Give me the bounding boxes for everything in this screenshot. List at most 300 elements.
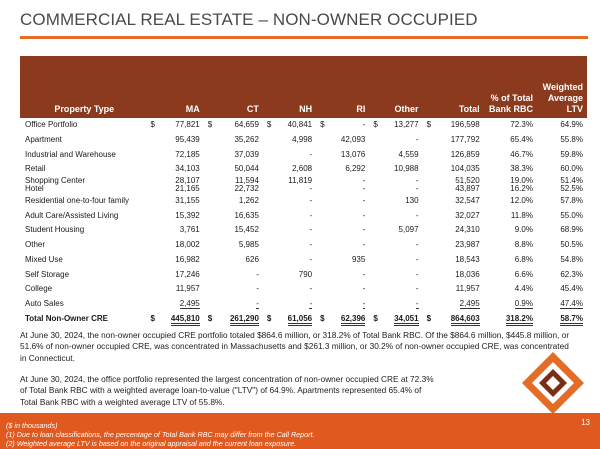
cell-value: 126,859: [450, 149, 480, 159]
cell-ri: [316, 223, 369, 238]
currency-symbol: $: [373, 313, 378, 323]
currency-symbol: $: [150, 313, 155, 323]
cell-pct: [484, 162, 537, 177]
cell-ct: [204, 147, 263, 162]
footer-band: [0, 413, 600, 449]
summary-paragraph-1: At June 30, 2024, the non-owner occupied CRE portfolio totaled $864.6 million, or 318.2% of Total Bank RBC. Of the $864.6 million, $445.8 million, or 51.6% of non-owner occupied CRE, was concentrated in Massachusetts and $261.3 million, or 30.2% of non-owner occupied CRE, was concentrated in Connecticut.: [20, 330, 570, 363]
cell-value: 31,155: [175, 196, 200, 206]
cell-value: 28,107: [175, 175, 200, 185]
cell-value: -: [309, 298, 313, 308]
cell-ri: [316, 185, 369, 194]
cell-value: -: [309, 210, 313, 220]
cell-value: 32,547: [455, 196, 480, 206]
header-ltv-line1: Weighted: [542, 82, 583, 92]
cell-total: [423, 147, 484, 162]
cell-ct: [204, 133, 263, 148]
cell-value: 104,035: [450, 164, 480, 174]
cell-other: [369, 118, 422, 133]
cell-value: -: [309, 254, 313, 264]
cell-value: 10,988: [394, 164, 419, 174]
table-row: [20, 223, 587, 238]
page-title: COMMERCIAL REAL ESTATE – NON-OWNER OCCUPIED: [20, 10, 478, 29]
table-row: [20, 297, 587, 312]
cell-value: -: [362, 225, 366, 235]
cell-nh: [263, 223, 316, 238]
cell-ltv: [537, 147, 587, 162]
cell-other: [369, 147, 422, 162]
currency-symbol: $: [373, 120, 378, 130]
cell-nh: [263, 133, 316, 148]
cell-value: 16.2%: [510, 184, 533, 194]
cell-value: -: [362, 120, 366, 130]
cell-value: 34,051: [394, 314, 418, 326]
cell-value: -: [415, 135, 419, 145]
cell-value: 40,841: [287, 120, 313, 130]
cell-pct: [484, 253, 537, 268]
cell-nh: [263, 177, 316, 186]
cell-value: 55.8%: [560, 135, 583, 145]
cell-value: 15,392: [175, 210, 200, 220]
table-header-row: [20, 56, 587, 118]
cell-value: 65.4%: [510, 135, 533, 145]
cell-value: 626: [245, 254, 259, 264]
cell-value: 19.0%: [510, 175, 533, 185]
cell-other: [369, 162, 422, 177]
cell-value: 12.0%: [510, 196, 533, 206]
cell-value: 130: [405, 196, 419, 206]
cell-other: [369, 267, 422, 282]
cell-value: 6.8%: [514, 254, 533, 264]
cell-value: 52.5%: [560, 184, 583, 194]
header-pct-line2: Bank RBC: [488, 104, 533, 114]
cell-ltv: [537, 118, 587, 133]
cell-value: 11,819: [288, 175, 313, 185]
cell-ct: [204, 267, 263, 282]
table-row: [20, 194, 587, 209]
cell-pct: [484, 267, 537, 282]
cell-property-type: Student Housing: [25, 225, 85, 235]
cell-value: -: [415, 184, 419, 194]
table-row: [20, 267, 587, 282]
cell-total: [423, 185, 484, 194]
table-row: [20, 162, 587, 177]
cell-ma: [147, 297, 204, 312]
cell-ltv: [537, 311, 587, 326]
header-ri: RI: [356, 104, 366, 114]
cell-value: 95,439: [175, 135, 200, 145]
cell-nh: [263, 311, 316, 326]
cell-pct: [484, 311, 537, 326]
cell-value: -: [309, 284, 313, 294]
header-pct-line1: % of Total: [490, 93, 533, 103]
cell-value: -: [362, 240, 366, 250]
cell-pct: [484, 185, 537, 194]
cell-ri: [316, 194, 369, 209]
cell-value: 62,396: [341, 314, 365, 326]
cell-nh: [263, 267, 316, 282]
table-row: [20, 253, 587, 268]
cell-pct: [484, 208, 537, 223]
cell-nh: [263, 194, 316, 209]
table-row: [20, 238, 587, 253]
cell-property-type: Self Storage: [25, 269, 70, 279]
cell-value: 864,603: [451, 314, 480, 326]
cell-value: 11,594: [235, 175, 259, 185]
cell-value: -: [362, 210, 366, 220]
currency-symbol: $: [426, 313, 432, 323]
cell-value: 50.5%: [560, 240, 583, 250]
cell-ma: [147, 185, 204, 194]
header-pct-rbc: [484, 56, 537, 118]
cell-value: 935: [351, 254, 366, 264]
cell-pct: [484, 282, 537, 297]
cell-value: -: [415, 210, 419, 220]
cell-value: 22,732: [234, 184, 259, 194]
cell-ct: [204, 282, 263, 297]
cell-total: [423, 297, 484, 312]
cell-value: -: [362, 196, 366, 206]
cell-value: 60.0%: [560, 164, 583, 174]
cell-value: 51,520: [455, 175, 480, 185]
cell-ri: [316, 133, 369, 148]
cell-ma: [147, 133, 204, 148]
table-row: [20, 177, 587, 186]
cell-value: 34,103: [175, 164, 200, 174]
cell-value: 58.7%: [560, 314, 583, 326]
cell-value: 15,452: [234, 225, 259, 235]
header-ma: MA: [185, 104, 200, 114]
currency-symbol: $: [266, 313, 272, 323]
cell-ri: [316, 267, 369, 282]
cell-total: [423, 223, 484, 238]
header-ltv-line3: LTV: [566, 104, 583, 114]
currency-symbol: $: [320, 313, 325, 323]
cell-ltv: [537, 208, 587, 223]
cell-other: [369, 194, 422, 209]
cell-property-type: Shopping Center: [25, 175, 86, 185]
header-other: Other: [394, 104, 419, 114]
cell-value: 77,821: [175, 120, 200, 130]
cell-value: 72.3%: [510, 120, 533, 130]
cell-value: 24,310: [455, 225, 480, 235]
cell-nh: [263, 162, 316, 177]
footnote-units: ($ in thousands): [6, 421, 58, 430]
cell-ltv: [537, 185, 587, 194]
cell-property-type: Mixed Use: [25, 254, 63, 264]
cell-value: 45.4%: [560, 284, 583, 294]
cell-ct: [204, 208, 263, 223]
cell-property-type: Other: [25, 240, 46, 250]
cell-other: [369, 177, 422, 186]
table-row: [20, 133, 587, 148]
table-row: [20, 118, 587, 133]
cell-ri: [316, 147, 369, 162]
cell-property-type: College: [25, 284, 53, 294]
cell-value: 5,097: [398, 225, 419, 235]
cell-value: 16,635: [234, 210, 259, 220]
cell-pct: [484, 223, 537, 238]
cell-pct: [484, 118, 537, 133]
footnote-2: (2) Weighted average LTV is based on the original appraisal and the current loan exposure.: [6, 439, 297, 448]
cell-property-type: Apartment: [25, 135, 62, 145]
cell-value: 68.9%: [560, 225, 583, 235]
table-row: [20, 185, 587, 194]
cell-ltv: [537, 194, 587, 209]
currency-symbol: $: [266, 120, 272, 130]
table-body: [20, 118, 587, 326]
cell-ma: [147, 267, 204, 282]
cell-value: 196,598: [450, 120, 480, 130]
cell-value: 790: [298, 269, 313, 279]
cell-value: 8.8%: [514, 240, 533, 250]
cell-total: [423, 133, 484, 148]
cell-value: -: [362, 269, 366, 279]
cell-property-type: Auto Sales: [25, 298, 64, 308]
cell-nh: [263, 253, 316, 268]
cell-value: 32,027: [455, 210, 480, 220]
cell-value: -: [256, 269, 259, 279]
page-number: 13: [581, 418, 590, 427]
cell-total: [423, 238, 484, 253]
cell-value: -: [256, 298, 259, 308]
cell-total: [423, 208, 484, 223]
cell-value: -: [309, 225, 313, 235]
cell-value: 5,985: [238, 240, 259, 250]
cell-value: -: [415, 298, 419, 308]
cell-value: -: [362, 184, 366, 194]
cell-ltv: [537, 133, 587, 148]
cell-value: -: [415, 284, 419, 294]
cell-ri: [316, 311, 369, 326]
table-row: [20, 282, 587, 297]
cell-ltv: [537, 282, 587, 297]
cell-nh: [263, 147, 316, 162]
cell-value: 38.3%: [510, 164, 533, 174]
cell-value: -: [309, 240, 313, 250]
cell-value: -: [362, 175, 366, 185]
cell-value: 13,277: [394, 120, 419, 130]
cell-value: 18,002: [175, 240, 200, 250]
cell-pct: [484, 147, 537, 162]
cell-other: [369, 238, 422, 253]
currency-symbol: $: [320, 120, 325, 130]
cell-value: 62.3%: [560, 269, 583, 279]
cell-total: [423, 118, 484, 133]
cell-property-type: Adult Care/Assisted Living: [25, 210, 119, 220]
cell-value: -: [415, 269, 419, 279]
cell-total: [423, 162, 484, 177]
cell-value: 72,185: [175, 149, 200, 159]
cell-other: [369, 282, 422, 297]
cell-ltv: [537, 162, 587, 177]
title-divider: [20, 36, 588, 39]
cell-value: -: [362, 284, 366, 294]
cell-ri: [316, 282, 369, 297]
cell-value: 23,987: [455, 240, 480, 250]
cell-value: 11,957: [455, 284, 480, 294]
cell-nh: [263, 297, 316, 312]
cre-table: [20, 56, 587, 326]
cell-value: 42,093: [340, 135, 366, 145]
cell-total: [423, 311, 484, 326]
table-total-row: [20, 311, 587, 326]
cell-value: 11.8%: [510, 210, 533, 220]
cell-value: 13,076: [340, 149, 366, 159]
footnote-1: (1) Due to loan classifications, the percentage of Total Bank RBC may differ from the Call Report.: [6, 430, 315, 439]
cell-property-type: Office Portfolio: [25, 120, 78, 130]
cell-ct: [204, 194, 263, 209]
cell-ma: [147, 118, 204, 133]
table-row: [20, 208, 587, 223]
currency-symbol: $: [207, 313, 213, 323]
cell-ct: [204, 253, 263, 268]
cell-property-type: Industrial and Warehouse: [25, 149, 116, 159]
cell-value: 57.8%: [560, 196, 583, 206]
cell-value: 35,262: [234, 135, 259, 145]
cell-ltv: [537, 267, 587, 282]
cell-other: [369, 208, 422, 223]
cell-value: 2,608: [292, 164, 313, 174]
cell-property-type: Hotel: [25, 184, 44, 194]
cell-ct: [204, 311, 263, 326]
cell-value: 18,543: [455, 254, 480, 264]
cell-value: 2,495: [459, 298, 480, 308]
cell-ri: [316, 118, 369, 133]
cell-ltv: [537, 253, 587, 268]
cell-ma: [147, 238, 204, 253]
cell-value: 261,290: [230, 314, 259, 326]
cell-ct: [204, 185, 263, 194]
diamond-logo: [520, 350, 586, 416]
cell-other: [369, 311, 422, 326]
cell-ma: [147, 147, 204, 162]
cell-ri: [316, 238, 369, 253]
cell-other: [369, 253, 422, 268]
cell-pct: [484, 194, 537, 209]
cell-value: 51.4%: [560, 175, 583, 185]
cell-total: [423, 282, 484, 297]
cell-nh: [263, 238, 316, 253]
cell-value: -: [256, 284, 259, 294]
cell-value: 318.2%: [506, 314, 533, 326]
cell-value: 43,897: [455, 184, 480, 194]
cell-value: 16,982: [175, 254, 200, 264]
cell-value: 55.0%: [560, 210, 583, 220]
cell-value: -: [415, 240, 419, 250]
cell-ri: [316, 162, 369, 177]
cell-pct: [484, 238, 537, 253]
cell-value: 64.9%: [560, 120, 583, 130]
header-ltv-line2: Average: [547, 93, 583, 103]
cell-nh: [263, 208, 316, 223]
cell-value: 18,036: [455, 269, 480, 279]
cell-value: 0.9%: [514, 298, 533, 308]
table-row: [20, 147, 587, 162]
cell-value: 1,262: [238, 196, 259, 206]
cell-pct: [484, 297, 537, 312]
cell-nh: [263, 185, 316, 194]
cell-value: 4,559: [398, 149, 419, 159]
cell-value: 2,495: [179, 298, 200, 308]
cell-ct: [204, 162, 263, 177]
cell-value: 37,039: [234, 149, 259, 159]
cell-value: 3,761: [179, 225, 200, 235]
cell-value: 64,659: [234, 120, 259, 130]
cell-nh: [263, 118, 316, 133]
cell-value: 4.4%: [514, 284, 533, 294]
cell-value: -: [309, 149, 313, 159]
cell-other: [369, 223, 422, 238]
cell-other: [369, 185, 422, 194]
cell-value: 47.4%: [560, 298, 583, 308]
cell-value: 59.8%: [560, 149, 583, 159]
cell-total: [423, 253, 484, 268]
cell-value: 6.6%: [514, 269, 533, 279]
cell-value: -: [309, 196, 313, 206]
cell-value: -: [415, 254, 419, 264]
cell-ct: [204, 223, 263, 238]
cell-pct: [484, 133, 537, 148]
cell-property-type: Residential one-to-four family: [25, 196, 130, 206]
cell-value: 54.8%: [560, 254, 583, 264]
cell-ri: [316, 253, 369, 268]
cell-ma: [147, 311, 204, 326]
cell-property-type: Total Non-Owner CRE: [25, 313, 108, 323]
cell-ct: [204, 118, 263, 133]
cell-ltv: [537, 238, 587, 253]
cell-ma: [147, 162, 204, 177]
cell-ct: [204, 297, 263, 312]
cell-value: 17,246: [175, 269, 200, 279]
cell-ltv: [537, 297, 587, 312]
cell-ltv: [537, 223, 587, 238]
header-total: Total: [458, 104, 480, 114]
cell-ma: [147, 223, 204, 238]
cell-value: 6,292: [345, 164, 366, 174]
cell-value: 445,810: [171, 314, 200, 326]
cell-ri: [316, 177, 369, 186]
cell-value: -: [309, 184, 313, 194]
header-weighted-ltv: [537, 56, 587, 118]
currency-symbol: $: [207, 120, 213, 130]
cell-total: [423, 267, 484, 282]
cell-other: [369, 297, 422, 312]
cell-value: 50,044: [234, 164, 259, 174]
cell-value: 46.7%: [510, 149, 533, 159]
cell-value: -: [362, 298, 366, 308]
cell-property-type: Retail: [25, 164, 46, 174]
cell-other: [369, 133, 422, 148]
cell-nh: [263, 282, 316, 297]
header-ct: CT: [246, 104, 259, 114]
cell-value: 21,165: [175, 184, 200, 194]
summary-paragraph-2: At June 30, 2024, the office portfolio represented the largest concentration of non-owner occupied CRE at 72.3% of Total Bank RBC with a weighted average loan-to-value ("LTV") of 64.9%. Apartments represented 65.4% of Total Bank RBC with a weighted average LTV of 55.8%.: [20, 374, 434, 407]
cell-ma: [147, 253, 204, 268]
cell-ma: [147, 208, 204, 223]
cell-value: 11,957: [175, 284, 200, 294]
cell-value: 177,792: [450, 135, 480, 145]
cell-ma: [147, 282, 204, 297]
currency-symbol: $: [150, 120, 155, 130]
cell-value: 61,056: [288, 314, 312, 326]
cell-value: -: [415, 175, 419, 185]
header-nh: NH: [299, 104, 313, 114]
cell-value: 4,998: [292, 135, 313, 145]
cell-ri: [316, 208, 369, 223]
cell-ma: [147, 194, 204, 209]
cell-ri: [316, 297, 369, 312]
cell-total: [423, 194, 484, 209]
